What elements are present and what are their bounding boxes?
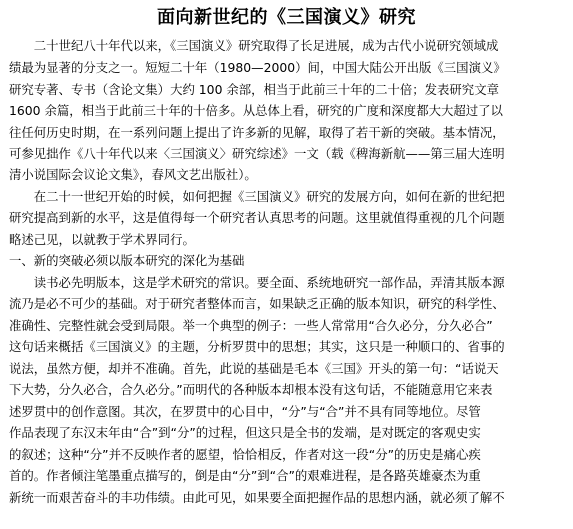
paragraph-line: 读书必先明版本，这是学术研究的常识。要全面、系统地研究一部作品，弄清其版本源 <box>9 275 505 290</box>
paragraph-line: 首的。作者倾注笔墨重点描写的，倒是由“分”到“合”的艰难进程，是各路英雄豪杰为重 <box>9 468 481 483</box>
paragraph-line: 述罗贯中的创作意图。其次，在罗贯中的心目中，“分”与“合”并不具有同等地位。尽管 <box>9 404 481 419</box>
paragraph-line: 1600 余篇，相当于此前三十年的十倍多。从总体上看，研究的广度和深度都大大超过了以 <box>9 103 503 118</box>
paragraph-line: 研究提高到新的水平，这是值得每一个研究者认真思考的问题。这里就值得重视的几个问题 <box>9 210 505 225</box>
paragraph-line: 新统一而艰苦奋斗的丰功伟绩。由此可见，如果要全面把握作品的思想内涵，就必须了解不 <box>9 490 505 505</box>
paragraph-line: 下大势，分久必合，合久必分。”而明代的各种版本却根本没有这句话，不能随意用它来表 <box>9 382 493 397</box>
paragraph-line: 二十世纪八十年代以来，《三国演义》研究取得了长足进展，成为古代小说研究领域成 <box>9 38 499 53</box>
paragraph-line: 清小说国际会议论文集》，春风文艺出版社）。 <box>9 167 257 182</box>
paragraph-line: 研究专著、专书（含论文集）大约 100 余部，相当于此前三十年的二十倍；发表研究文章 <box>9 82 499 97</box>
paragraph-line: 这句话来概括《三国演义》的主题，分析罗贯中的思想；其实，这只是一种顺口的、省事的 <box>9 339 505 354</box>
paragraph-line: 流乃是必不可少的基础。对于研究者整体而言，如果缺乏正确的版本知识，研究的科学性、 <box>9 296 505 311</box>
document-title: 面向新世纪的《三国演义》研究 <box>157 7 416 28</box>
paragraph-line: 绩最为显著的分支之一。短短二十年（1980—2000）间，中国大陆公开出版《三国演义》 <box>9 60 506 75</box>
paragraph-line: 说法，虽然方便，却并不准确。首先，此说的基础是毛本《三国》开头的第一句：“话说天 <box>9 361 499 376</box>
paragraph-line: 往任何历史时期，在一系列问题上提出了许多新的见解，取得了若干新的突破。基本情况， <box>9 125 505 140</box>
paragraph-line: 可参见拙作《八十年代以来〈三国演义〉研究综述》一文（载《稗海新航——第三届大连明 <box>9 146 505 161</box>
paragraph-line: 略述己见，以就教于学术界同行。 <box>9 232 195 247</box>
paragraph-line: 作品表现了东汉末年由“合”到“分”的过程，但这只是全书的发端，是对既定的客观史实 <box>9 425 481 440</box>
paragraph-line: 在二十一世纪开始的时候，如何把握《三国演义》研究的发展方向，如何在新的世纪把 <box>9 189 505 204</box>
section-heading: 一、新的突破必须以版本研究的深化为基础 <box>9 253 245 268</box>
paragraph-line: 的叙述；这种“分”并不反映作者的愿望，恰恰相反，作者对这一段“分”的历史是痛心疾 <box>9 447 481 462</box>
paragraph-line: 准确性、完整性就会受到局限。举一个典型的例子：一些人常常用“合久必分，分久必合” <box>9 318 493 333</box>
